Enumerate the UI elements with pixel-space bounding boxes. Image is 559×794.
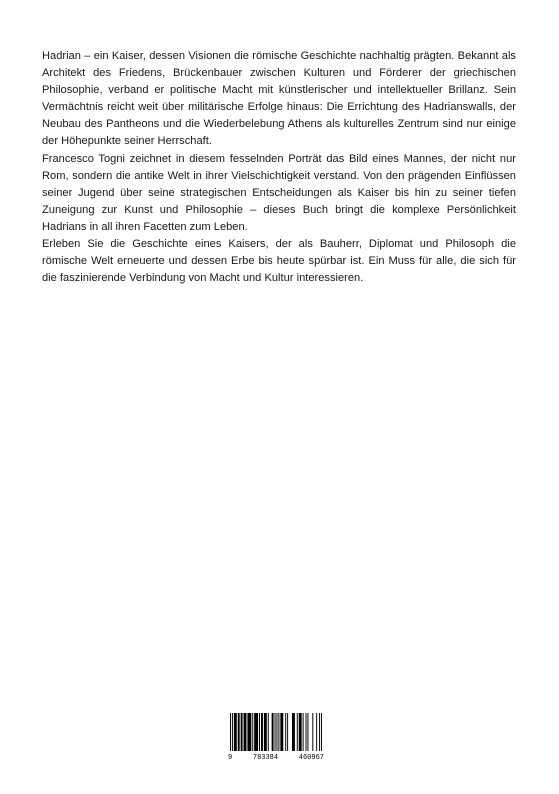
barcode-bar <box>278 713 279 751</box>
barcode-bar <box>268 713 269 751</box>
barcode-bar <box>252 713 253 751</box>
barcode-bar <box>241 713 243 751</box>
barcode-bar <box>234 713 237 751</box>
barcode-bar <box>230 713 231 751</box>
barcode-digits <box>228 752 324 764</box>
barcode-bar <box>312 713 313 751</box>
barcode-bar <box>297 713 298 751</box>
barcode-bar <box>299 713 302 751</box>
barcode-bar <box>319 713 320 751</box>
isbn-barcode <box>226 709 326 767</box>
blurb-paragraph-3: Erleben Sie die Geschichte eines Kaisers, der als Bauherr, Diplomat und Philosoph die römische Welt erneuerte und dessen Erbe bis heute spürbar ist. Ein Muss für alle, die sich für die faszinierende Verbindung von Macht und Kultur interessieren. <box>42 238 516 285</box>
barcode-digit-lead: 9 <box>228 754 233 762</box>
blurb-paragraph-2: Francesco Togni zeichnet in diesem fesselnden Porträt das Bild eines Mannes, der nicht nur Rom, sondern die antike Welt in ihrer Vielschichtigkeit verstand. Von den prägenden Einflüssen seiner Jugend über seine strategischen Entscheidungen als Kaiser bis hin zu seiner tiefen Zuneigung zur Kunst und Philosophie – dieses Buch bringt die komplexe Persönlichkeit Hadrians in all ihren Facetten zum Leben. <box>42 152 516 233</box>
barcode-bar <box>303 713 304 751</box>
barcode-bar <box>272 713 274 751</box>
barcode-bar <box>276 713 277 751</box>
blurb-text <box>42 48 516 287</box>
barcode-bar <box>292 713 295 751</box>
barcode-bar <box>321 713 322 751</box>
barcode-bars <box>230 713 322 751</box>
barcode-digits-right: 460967 <box>298 754 324 762</box>
barcode-bar <box>285 713 286 751</box>
barcode-bar <box>247 713 251 751</box>
barcode-bar <box>287 713 288 751</box>
barcode-bar <box>264 713 267 751</box>
blurb-paragraph-1: Hadrian – ein Kaiser, dessen Visionen die römische Geschichte nachhaltig prägten. Bekannt als Architekt des Friedens, Brückenbauer zwischen Kulturen und Förderer der griechischen Philosophie, verband er politische Macht mit künstlerischer und intellektueller Brillanz. Sein Vermächtnis reicht weit über militärische Erfolge hinaus: Die Errichtung des Hadrianswalls, der Neubau des Pantheons und die Wiederbelebung Athens als kulturelles Zentrum sind nur einige der Höhepunkte seiner Herrschaft. <box>42 50 516 148</box>
barcode-bar <box>238 713 240 751</box>
barcode-digits-left: 783384 <box>252 754 279 762</box>
barcode-bar <box>259 713 260 751</box>
barcode-bar <box>280 713 283 751</box>
barcode-bar <box>254 713 258 751</box>
barcode-bar <box>307 713 308 751</box>
barcode-bar <box>244 713 247 751</box>
barcode-bar <box>316 713 317 751</box>
barcode-bar <box>261 713 263 751</box>
barcode-bar <box>275 713 276 751</box>
barcode-bar <box>232 713 233 751</box>
barcode-bar <box>306 713 307 751</box>
